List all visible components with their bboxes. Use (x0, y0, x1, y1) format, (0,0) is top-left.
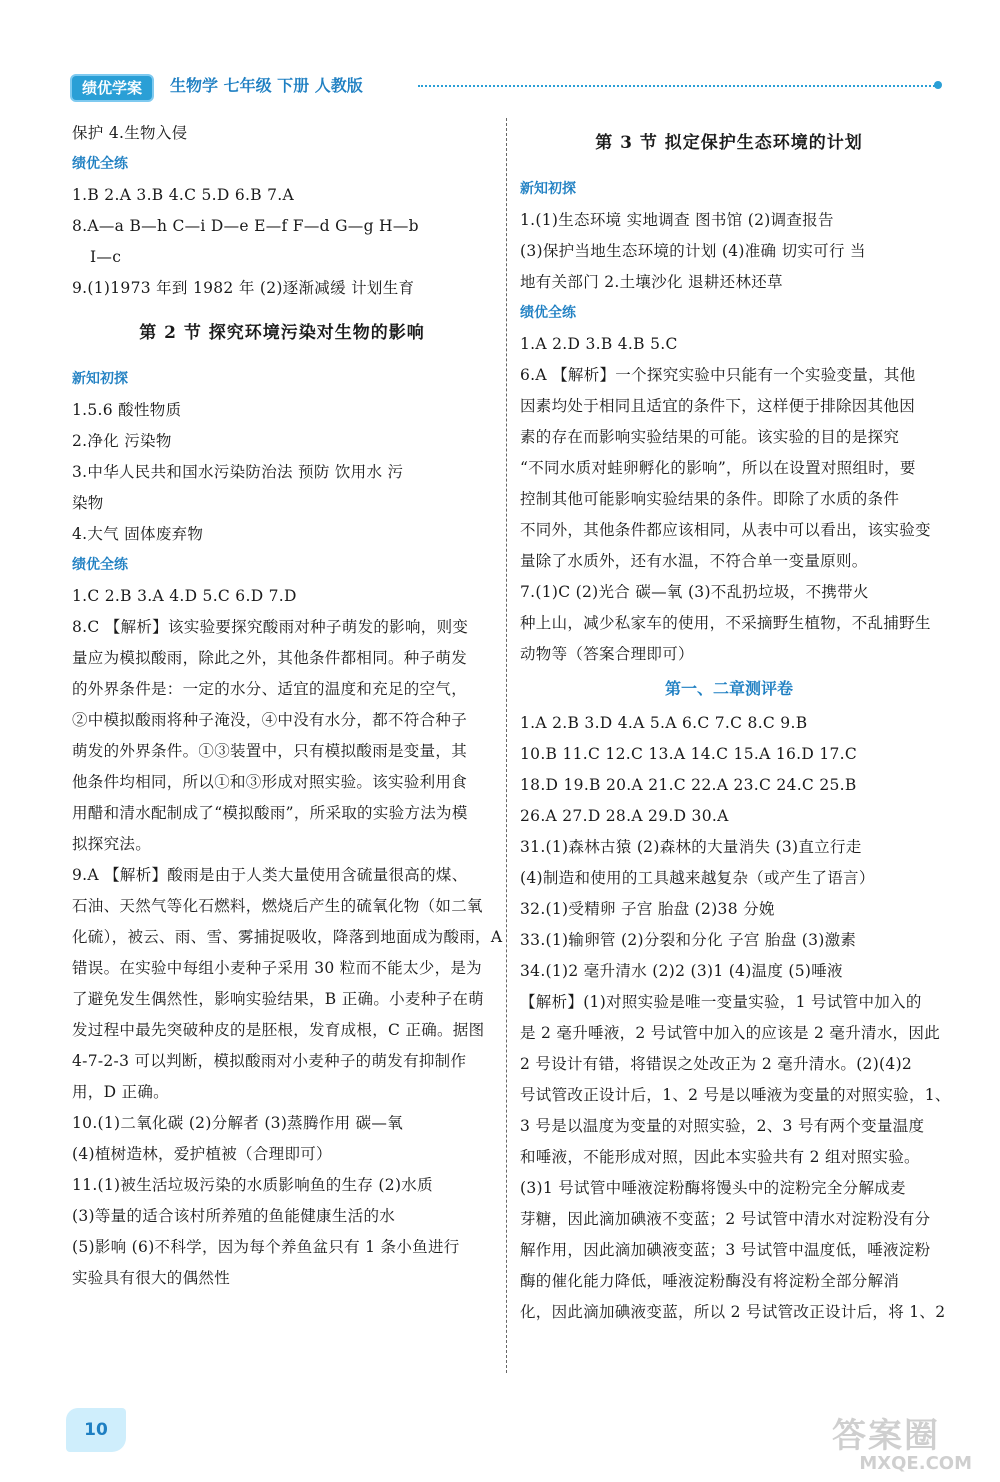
section-label: 绩优全练 (72, 156, 128, 172)
text-line: 10.(1)二氧化碳 (2)分解者 (3)蒸腾作用 碳—氧 (72, 1114, 403, 1132)
text-line: 发过程中最先突破种皮的是胚根，发育成根，C 正确。据图 (72, 1021, 485, 1039)
text-line: 动物等（答案合理即可） (520, 645, 694, 663)
text-line: 是 2 毫升唾液，2 号试管中加入的应该是 2 毫升清水，因此 (520, 1024, 941, 1042)
text-line: 用，D 正确。 (72, 1083, 169, 1101)
text-line: 化硫），被云、雨、雪、雾捕捉吸收，降落到地面成为酸雨，A (72, 928, 503, 946)
section-label: 绩优全练 (72, 557, 128, 573)
text-line: (4)植树造林，爱护植被（合理即可） (72, 1145, 332, 1163)
right-column (520, 118, 951, 1328)
test-title: 第一、二章测评卷 (664, 679, 793, 698)
text-line: 3 号是以温度为变量的对照实验，2、3 号有两个变量温度 (520, 1117, 925, 1135)
page-header (70, 72, 940, 102)
text-line: 用醋和清水配制成了“模拟酸雨”，所采取的实验方法为模 (72, 804, 468, 822)
text-line: “不同水质对蛙卵孵化的影响”，所以在设置对照组时，要 (520, 459, 916, 477)
section-label: 新知初探 (72, 371, 128, 387)
text-line: 萌发的外界条件。①③装置中，只有模拟酸雨是变量，其 (72, 742, 468, 760)
text-line: 号试管改正设计后，1、2 号是以唾液为变量的对照实验，1、 (520, 1086, 951, 1104)
section-label: 绩优全练 (520, 305, 576, 321)
text-line: 染物 (72, 494, 104, 512)
watermark-logo (832, 1418, 982, 1478)
text-line: 了避免发生偶然性，影响实验结果，B 正确。小麦种子在萌 (72, 990, 484, 1008)
text-line: 量应为模拟酸雨，除此之外，其他条件都相同。种子萌发 (72, 649, 468, 667)
text-line: 9.(1)1973 年到 1982 年 (2)逐渐减缓 计划生育 (72, 279, 415, 297)
text-line: 地有关部门 2.土壤沙化 退耕还林还草 (520, 273, 783, 291)
text-line: 32.(1)受精卵 子宫 胎盘 (2)38 分娩 (520, 900, 775, 918)
text-line: ②中模拟酸雨将种子淹没，④中没有水分，都不符合种子 (72, 711, 468, 729)
text-line: 1.B 2.A 3.B 4.C 5.D 6.B 7.A (72, 186, 295, 204)
text-line: 34.(1)2 毫升清水 (2)2 (3)1 (4)温度 (5)唾液 (520, 962, 843, 980)
text-line: (3)保护当地生态环境的计划 (4)准确 切实可行 当 (520, 242, 866, 260)
text-line: 4.大气 固体废弃物 (72, 525, 204, 543)
text-line: 8.C 【解析】该实验要探究酸雨对种子萌发的影响，则变 (72, 618, 469, 636)
text-line: 保护 4.生物入侵 (72, 124, 188, 142)
text-line: 18.D 19.B 20.A 21.C 22.A 23.C 24.C 25.B (520, 776, 857, 794)
left-column (72, 118, 503, 1294)
text-line: 9.A 【解析】酸雨是由于人类大量使用含硫量很高的煤、 (72, 866, 468, 884)
text-line: 1.5.6 酸性物质 (72, 401, 182, 419)
text-line: I—c (90, 248, 122, 266)
text-line: 33.(1)输卵管 (2)分裂和分化 子宫 胎盘 (3)激素 (520, 931, 857, 949)
text-line: 解作用，因此滴加碘液变蓝；3 号试管中温度低，唾液淀粉 (520, 1241, 931, 1259)
text-line: 2 号设计有错，将错误之处改正为 2 毫升清水。(2)(4)2 (520, 1055, 913, 1073)
text-line: 化，因此滴加碘液变蓝，所以 2 号试管改正设计后，将 1、2 (520, 1303, 946, 1321)
text-line: 的外界条件是：一定的水分、适宜的温度和充足的空气， (72, 680, 468, 698)
text-line: 1.C 2.B 3.A 4.D 5.C 6.D 7.D (72, 587, 297, 605)
header-dot-icon (934, 81, 942, 89)
text-line: 11.(1)被生活垃圾污染的水质影响鱼的生存 (2)水质 (72, 1176, 433, 1194)
text-line: 拟探究法。 (72, 835, 152, 853)
text-line: 素的存在而影响实验结果的可能。该实验的目的是探究 (520, 428, 900, 446)
text-line: 4-7-2-3 可以判断，模拟酸雨对小麦种子的萌发有抑制作 (72, 1052, 467, 1070)
section-label: 新知初探 (520, 181, 576, 197)
text-line: 8.A—a B—h C—i D—e E—f F—d G—g H—b (72, 217, 419, 235)
watermark-url: MXQE.COM (859, 1453, 972, 1474)
text-line: 7.(1)C (2)光合 碳—氧 (3)不乱扔垃圾，不携带火 (520, 583, 869, 601)
text-line: (3)1 号试管中唾液淀粉酶将馒头中的淀粉完全分解成麦 (520, 1179, 906, 1197)
header-dotted-rule (418, 85, 938, 87)
text-line: 不同外，其他条件都应该相同，从表中可以看出，该实验变 (520, 521, 931, 539)
section-title: 第 2 节 探究环境污染对生物的影响 (139, 323, 425, 343)
text-line: 种上山，减少私家车的使用，不采摘野生植物，不乱捕野生 (520, 614, 931, 632)
text-line: 1.A 2.D 3.B 4.B 5.C (520, 335, 678, 353)
text-line: 3.中华人民共和国水污染防治法 预防 饮用水 污 (72, 463, 404, 481)
text-line: 31.(1)森林古猿 (2)森林的大量消失 (3)直立行走 (520, 838, 862, 856)
text-line: 错误。在实验中每组小麦种子采用 30 粒而不能太少，是为 (72, 959, 482, 977)
watermark-text: 答案圈 (832, 1416, 940, 1456)
text-line: 10.B 11.C 12.C 13.A 14.C 15.A 16.D 17.C (520, 745, 858, 763)
text-line: 他条件均相同，所以①和③形成对照实验。该实验利用食 (72, 773, 468, 791)
text-line: (5)影响 (6)不科学，因为每个养鱼盆只有 1 条小鱼进行 (72, 1238, 460, 1256)
text-line: 酶的催化能力降低，唾液淀粉酶没有将淀粉全部分解消 (520, 1272, 900, 1290)
text-line: 控制其他可能影响实验结果的条件。即除了水质的条件 (520, 490, 900, 508)
book-badge: 绩优学案 (70, 74, 154, 102)
text-line: 量除了水质外，还有水温，不符合单一变量原则。 (520, 552, 868, 570)
page-number: 10 (66, 1408, 126, 1452)
column-divider (506, 118, 507, 1373)
text-line: 芽糖，因此滴加碘液不变蓝；2 号试管中清水对淀粉没有分 (520, 1210, 931, 1228)
text-line: 实验具有很大的偶然性 (72, 1269, 231, 1287)
text-line: 和唾液，不能形成对照，因此本实验共有 2 组对照实验。 (520, 1148, 920, 1166)
text-line: 26.A 27.D 28.A 29.D 30.A (520, 807, 729, 825)
text-line: 石油、天然气等化石燃料，燃烧后产生的硫氧化物（如二氧 (72, 897, 483, 915)
text-line: 因素均处于相同且适宜的条件下，这样便于排除因其他因 (520, 397, 916, 415)
text-line: (3)等量的适合该村所养殖的鱼能健康生活的水 (72, 1207, 396, 1225)
text-line: 6.A 【解析】一个探究实验中只能有一个实验变量，其他 (520, 366, 916, 384)
text-line: 【解析】(1)对照实验是唯一变量实验，1 号试管中加入的 (520, 993, 922, 1011)
text-line: 1.(1)生态环境 实地调查 图书馆 (2)调查报告 (520, 211, 834, 229)
text-line: (4)制造和使用的工具越来越复杂（或产生了语言） (520, 869, 875, 887)
header-title: 生物学 七年级 下册 人教版 (170, 76, 363, 95)
text-line: 2.净化 污染物 (72, 432, 172, 450)
text-line: 1.A 2.B 3.D 4.A 5.A 6.C 7.C 8.C 9.B (520, 714, 808, 732)
section-title: 第 3 节 拟定保护生态环境的计划 (595, 133, 863, 153)
